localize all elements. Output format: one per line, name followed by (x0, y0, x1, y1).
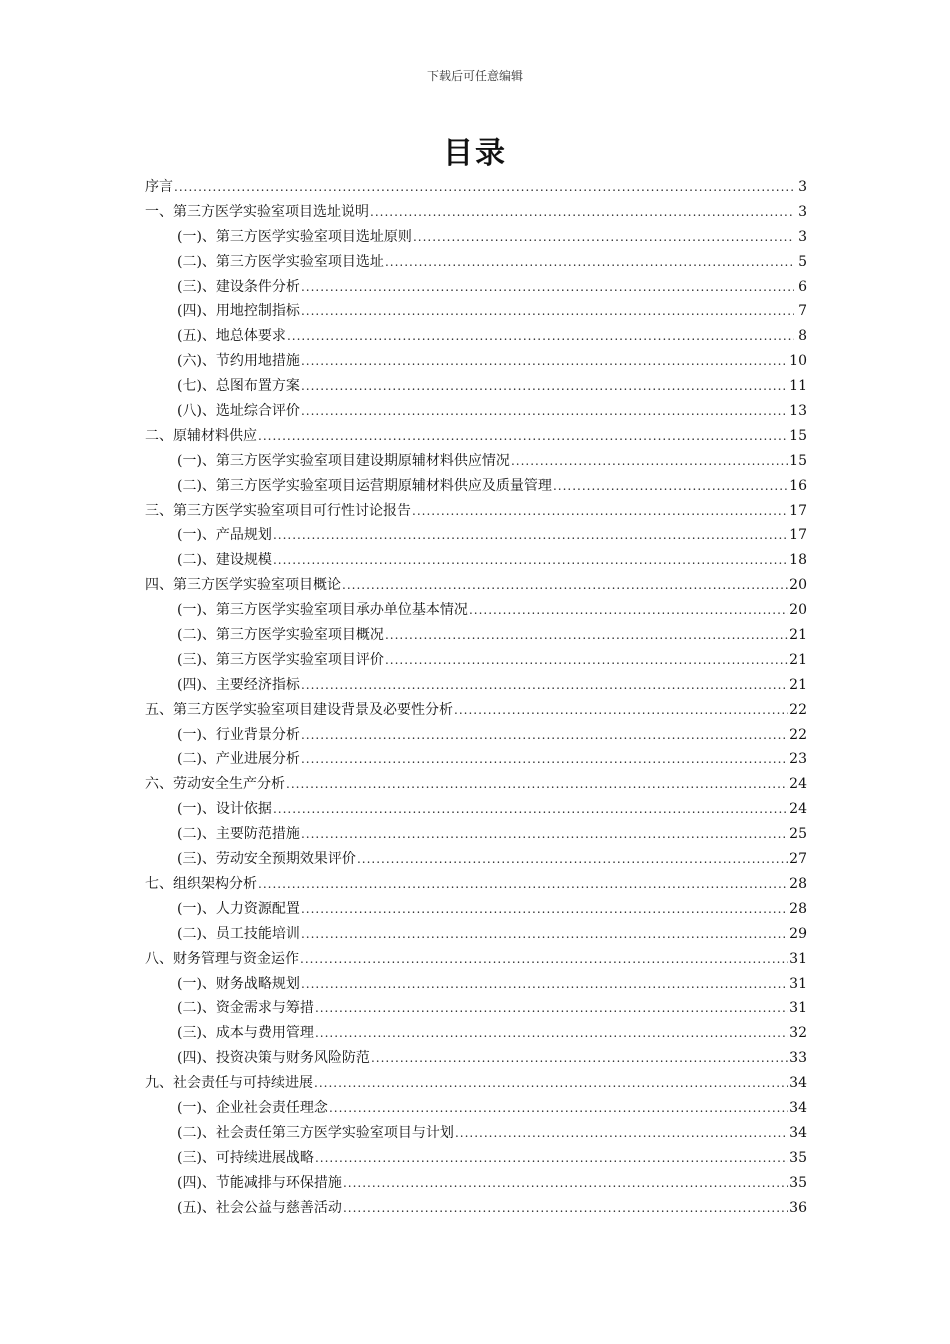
toc-entry[interactable] (145, 450, 807, 475)
toc-entry-label: (二)、员工技能培训 (177, 925, 300, 942)
toc-page-number: 34 (789, 1099, 807, 1116)
toc-dot-leader (385, 628, 788, 642)
toc-entry-label: 九、社会责任与可持续进展 (145, 1075, 313, 1092)
toc-dot-leader (370, 205, 794, 219)
toc-entry-label: (二)、第三方医学实验室项目概况 (177, 627, 384, 644)
toc-entry-label: (二)、社会责任第三方医学实验室项目与计划 (177, 1124, 454, 1141)
toc-page-number: 21 (789, 627, 807, 644)
toc-page-number: 17 (789, 527, 807, 544)
toc-entry-label: 八、财务管理与资金运作 (145, 950, 299, 967)
toc-entry[interactable] (145, 848, 807, 873)
toc-entry-label: (七)、总图布置方案 (177, 378, 300, 395)
toc-entry-label: (一)、第三方医学实验室项目选址原则 (177, 228, 412, 245)
toc-entry-label: (二)、资金需求与筹措 (177, 1000, 314, 1017)
toc-dot-leader (511, 454, 788, 468)
toc-page-number: 8 (798, 328, 807, 345)
toc-entry-label: (四)、节能减排与环保措施 (177, 1174, 342, 1191)
toc-entry-label: (四)、用地控制指标 (177, 303, 300, 320)
toc-page-number: 35 (789, 1174, 807, 1191)
toc-dot-leader (315, 1151, 788, 1165)
toc-entry[interactable] (145, 1122, 807, 1147)
toc-entry[interactable] (145, 276, 807, 301)
toc-page-number: 34 (789, 1124, 807, 1141)
table-of-contents (145, 176, 807, 1221)
toc-entry-label: (一)、产品规划 (177, 527, 272, 544)
toc-dot-leader (315, 1026, 788, 1040)
toc-dot-leader (273, 802, 788, 816)
toc-entry[interactable] (145, 773, 807, 798)
toc-page-number: 32 (789, 1025, 807, 1042)
toc-dot-leader (412, 504, 788, 518)
toc-page-number: 36 (789, 1199, 807, 1216)
toc-page-number: 31 (789, 1000, 807, 1017)
toc-page-number: 31 (789, 975, 807, 992)
toc-entry-label: 序言 (145, 179, 173, 195)
toc-page-number: 35 (789, 1149, 807, 1166)
toc-entry-label: (四)、投资决策与财务风险防范 (177, 1050, 370, 1067)
toc-dot-leader (301, 354, 788, 368)
toc-page-number: 21 (789, 651, 807, 668)
toc-entry[interactable] (145, 1047, 807, 1072)
toc-entry-label: (一)、企业社会责任理念 (177, 1099, 328, 1116)
toc-dot-leader (413, 230, 794, 244)
toc-entry-label: (一)、人力资源配置 (177, 900, 300, 917)
toc-entry[interactable] (145, 425, 807, 450)
toc-page-number: 5 (798, 253, 807, 270)
toc-entry-label: (二)、第三方医学实验室项目选址 (177, 253, 384, 270)
toc-page-number: 6 (798, 278, 807, 295)
toc-dot-leader (287, 329, 794, 343)
toc-dot-leader (357, 852, 788, 866)
toc-entry[interactable] (145, 748, 807, 773)
toc-entry[interactable] (145, 1147, 807, 1172)
toc-entry[interactable] (145, 674, 807, 699)
toc-entry-label: (六)、节约用地措施 (177, 353, 300, 370)
toc-entry-label: 一、第三方医学实验室项目选址说明 (145, 203, 369, 220)
toc-entry[interactable] (145, 624, 807, 649)
toc-dot-leader (455, 1126, 788, 1140)
toc-entry[interactable] (145, 798, 807, 823)
toc-dot-leader (301, 902, 788, 916)
toc-dot-leader (273, 528, 788, 542)
toc-entry[interactable] (145, 400, 807, 425)
toc-page-number: 11 (789, 378, 807, 395)
toc-page-number: 28 (789, 875, 807, 892)
toc-dot-leader (314, 1076, 788, 1090)
toc-page-number: 24 (789, 801, 807, 818)
toc-dot-leader (258, 429, 788, 443)
toc-entry-label: (一)、第三方医学实验室项目承办单位基本情况 (177, 602, 468, 619)
toc-entry-label: (三)、劳动安全预期效果评价 (177, 851, 356, 868)
toc-entry[interactable] (145, 176, 807, 201)
toc-entry-label: (二)、第三方医学实验室项目运营期原辅材料供应及质量管理 (177, 477, 552, 494)
toc-entry[interactable] (145, 699, 807, 724)
toc-page-number: 25 (789, 826, 807, 843)
toc-dot-leader (301, 678, 788, 692)
toc-entry[interactable] (145, 300, 807, 325)
toc-entry[interactable] (145, 997, 807, 1022)
toc-dot-leader (301, 404, 788, 418)
toc-entry[interactable] (145, 350, 807, 375)
toc-entry-label: (二)、主要防范措施 (177, 826, 300, 843)
toc-dot-leader (301, 728, 788, 742)
toc-entry[interactable] (145, 923, 807, 948)
toc-page-number: 10 (789, 353, 807, 370)
toc-entry-label: (一)、设计依据 (177, 801, 272, 818)
page-title: 目录 (443, 136, 507, 171)
toc-entry[interactable] (145, 251, 807, 276)
toc-entry[interactable] (145, 724, 807, 749)
toc-page-number: 21 (789, 676, 807, 693)
toc-entry[interactable] (145, 375, 807, 400)
toc-entry[interactable] (145, 1172, 807, 1197)
toc-page-number: 22 (789, 701, 807, 718)
toc-entry[interactable] (145, 524, 807, 549)
toc-dot-leader (258, 877, 788, 891)
toc-page-number: 18 (789, 552, 807, 569)
toc-page-number: 15 (789, 452, 807, 469)
toc-entry-label: (一)、第三方医学实验室项目建设期原辅材料供应情况 (177, 452, 510, 469)
toc-dot-leader (301, 304, 794, 318)
toc-entry-label: (三)、可持续进展战略 (177, 1149, 314, 1166)
toc-page-number: 20 (789, 577, 807, 594)
toc-dot-leader (454, 703, 788, 717)
toc-dot-leader (371, 1051, 788, 1065)
toc-dot-leader (301, 280, 794, 294)
toc-page-number: 29 (789, 925, 807, 942)
toc-entry-label: (二)、产业进展分析 (177, 751, 300, 768)
toc-dot-leader (301, 977, 788, 991)
toc-page-number: 33 (789, 1050, 807, 1067)
toc-dot-leader (385, 653, 788, 667)
toc-page-number: 3 (798, 179, 807, 195)
toc-dot-leader (273, 553, 788, 567)
toc-entry[interactable] (145, 898, 807, 923)
toc-dot-leader (301, 827, 788, 841)
toc-page-number: 23 (789, 751, 807, 768)
toc-entry[interactable] (145, 226, 807, 251)
toc-entry-label: (一)、行业背景分析 (177, 726, 300, 743)
toc-entry-label: (三)、成本与费用管理 (177, 1025, 314, 1042)
toc-entry-label: 五、第三方医学实验室项目建设背景及必要性分析 (145, 701, 453, 718)
toc-dot-leader (329, 1101, 788, 1115)
toc-entry-label: (五)、地总体要求 (177, 328, 286, 345)
toc-entry-label: 三、第三方医学实验室项目可行性讨论报告 (145, 502, 411, 519)
toc-entry-label: (八)、选址综合评价 (177, 403, 300, 420)
toc-entry[interactable] (145, 873, 807, 898)
toc-dot-leader (385, 255, 794, 269)
page-header: 下载后可任意编辑 (426, 69, 523, 83)
toc-dot-leader (300, 952, 788, 966)
toc-entry-label: 四、第三方医学实验室项目概论 (145, 577, 341, 594)
toc-dot-leader (469, 603, 788, 617)
toc-entry[interactable] (145, 973, 807, 998)
toc-entry-label: 六、劳动安全生产分析 (145, 776, 285, 793)
toc-dot-leader (174, 180, 794, 194)
toc-page-number: 27 (789, 851, 807, 868)
toc-entry-label: 七、组织架构分析 (145, 875, 257, 892)
toc-entry[interactable] (145, 549, 807, 574)
toc-dot-leader (301, 752, 788, 766)
toc-entry[interactable] (145, 1022, 807, 1047)
toc-entry[interactable] (145, 201, 807, 226)
toc-entry-label: (三)、建设条件分析 (177, 278, 300, 295)
toc-entry-label: (三)、第三方医学实验室项目评价 (177, 651, 384, 668)
toc-dot-leader (301, 927, 788, 941)
toc-page-number: 31 (789, 950, 807, 967)
toc-entry[interactable] (145, 500, 807, 525)
toc-entry[interactable] (145, 948, 807, 973)
toc-page-number: 20 (789, 602, 807, 619)
toc-page-number: 3 (798, 203, 807, 220)
toc-page-number: 34 (789, 1075, 807, 1092)
toc-entry-label: (二)、建设规模 (177, 552, 272, 569)
toc-dot-leader (342, 578, 788, 592)
toc-page-number: 24 (789, 776, 807, 793)
toc-page-number: 13 (789, 403, 807, 420)
toc-dot-leader (343, 1176, 788, 1190)
toc-page-number: 7 (798, 303, 807, 320)
toc-entry-label: (一)、财务战略规划 (177, 975, 300, 992)
toc-page-number: 3 (798, 228, 807, 245)
toc-entry[interactable] (145, 574, 807, 599)
toc-dot-leader (553, 479, 788, 493)
toc-page-number: 17 (789, 502, 807, 519)
toc-dot-leader (343, 1201, 788, 1215)
toc-dot-leader (315, 1001, 788, 1015)
toc-entry[interactable] (145, 1072, 807, 1097)
toc-entry[interactable] (145, 325, 807, 350)
toc-entry-label: (五)、社会公益与慈善活动 (177, 1199, 342, 1216)
toc-entry[interactable] (145, 599, 807, 624)
toc-page-number: 28 (789, 900, 807, 917)
toc-page-number: 15 (789, 427, 807, 444)
toc-entry-label: 二、原辅材料供应 (145, 427, 257, 444)
toc-entry[interactable] (145, 475, 807, 500)
toc-dot-leader (286, 777, 788, 791)
toc-dot-leader (301, 379, 788, 393)
toc-entry[interactable] (145, 1097, 807, 1122)
toc-entry[interactable] (145, 823, 807, 848)
toc-entry[interactable] (145, 649, 807, 674)
toc-page-number: 16 (789, 477, 807, 494)
toc-entry[interactable] (145, 1197, 807, 1222)
toc-entry-label: (四)、主要经济指标 (177, 676, 300, 693)
toc-page-number: 22 (789, 726, 807, 743)
